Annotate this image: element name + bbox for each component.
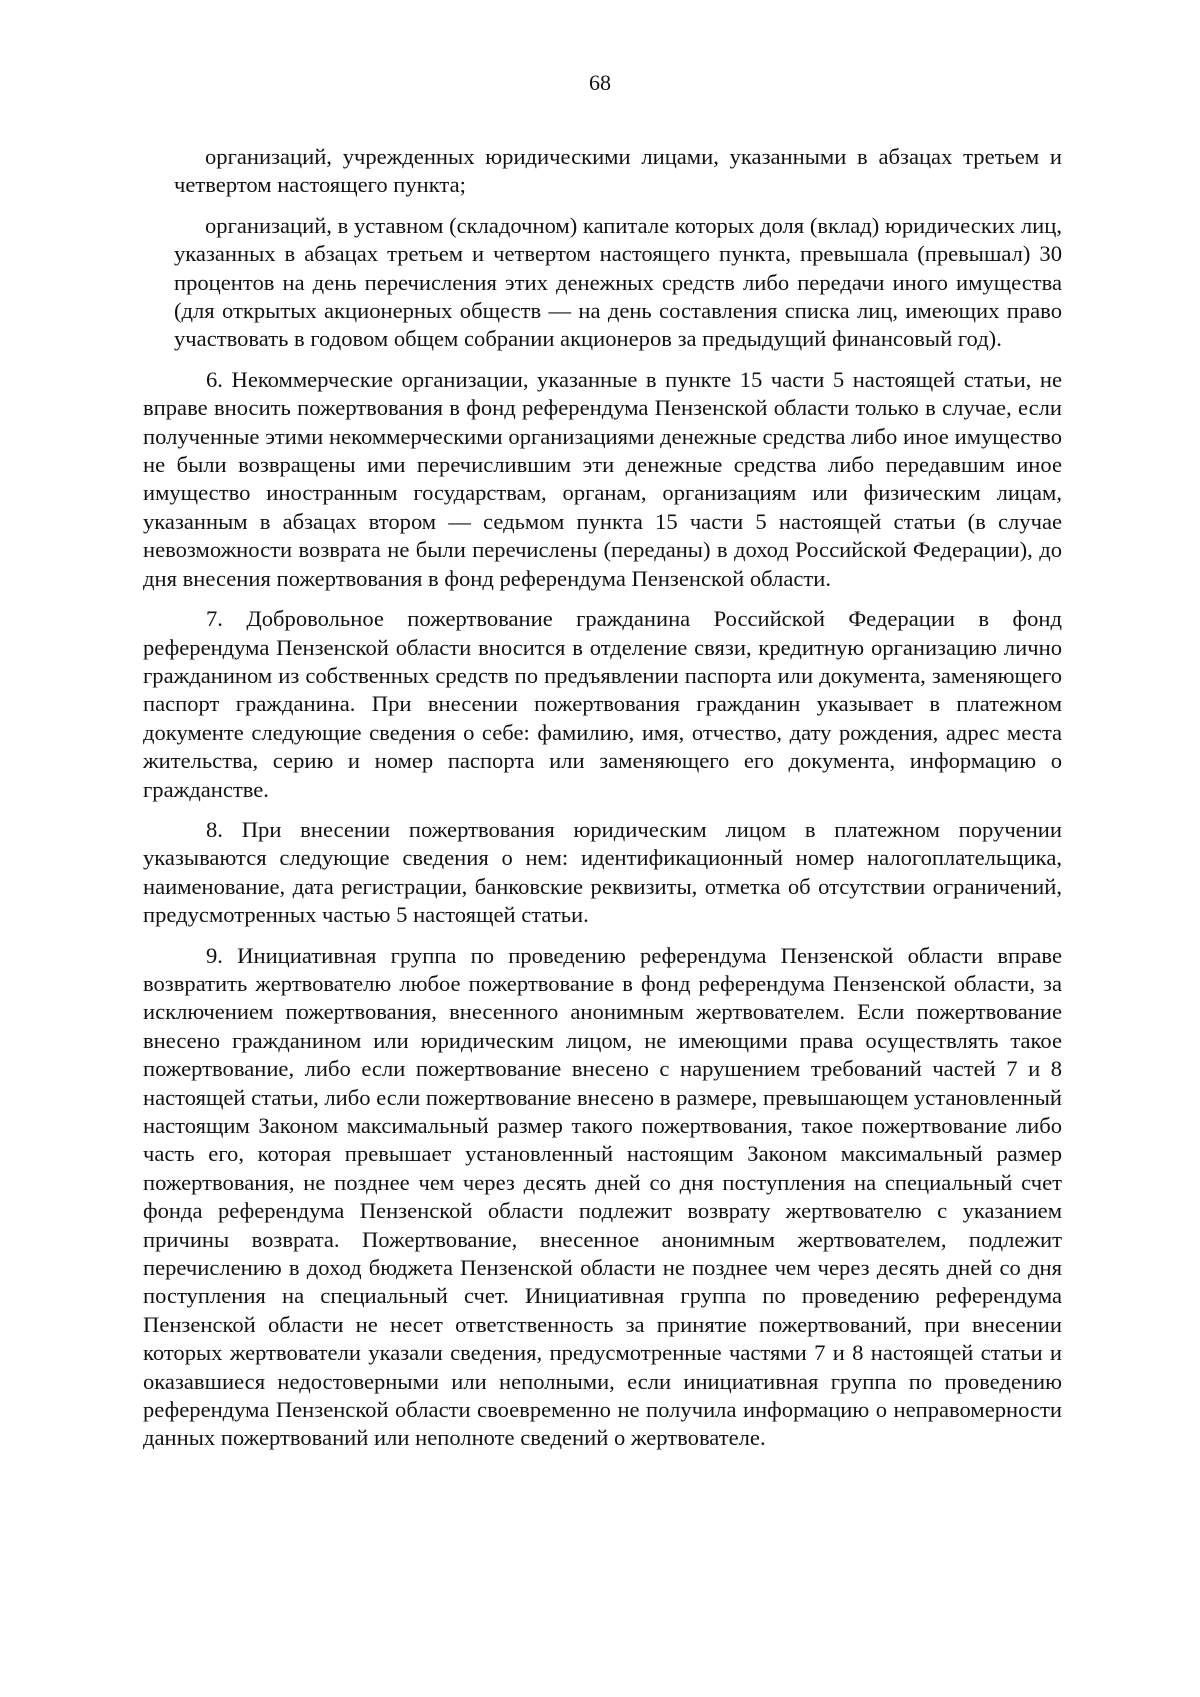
paragraph-item-6: 6. Некоммерческие организации, указанные в пункте 15 части 5 настоящей статьи, не вправе вносить пожертвования в фонд референдума Пензенской области только в случае, если полученные этими некоммерческими организациями денежные средства либо иное имущество не были возвращены ими перечислившим эти денежные средства либо передавшим иное имущество иностранным государствам, органам, организациям или физическим лицам, указанным в абзацах втором — седьмом пункта 15 части 5 настоящей статьи (в случае невозможности возврата не были перечислены (переданы) в доход Российской Федерации), до дня внесения пожертвования в фонд референдума Пензенской области. [143, 366, 1062, 591]
paragraph-item-8: 8. При внесении пожертвования юридическим лицом в платежном поручении указываются следующие сведения о нем: идентификационный номер налогоплательщика, наименование, дата регистрации, банковские реквизиты, отметка об отсутствии ограничений, предусмотренных частью 5 настоящей статьи. [143, 816, 1062, 928]
page-number: 68 [589, 70, 611, 95]
document-body [143, 143, 1062, 1465]
paragraph-capital-share-organizations: организаций, в уставном (складочном) капитале которых доля (вклад) юридических лиц, указанных в абзацах третьем и четвертом настоящего пункта, превышала (превышал) 30 процентов на день перечисления этих денежных средств либо передачи иного имущества (для открытых акционерных обществ — на день составления списка лиц, имеющих право участвовать в годовом общем собрании акционеров за предыдущий финансовый год). [174, 212, 1062, 352]
paragraph-item-9: 9. Инициативная группа по проведению референдума Пензенской области вправе возвратить жертвователю любое пожертвование в фонд референдума Пензенской области, за исключением пожертвования, внесенного анонимным жертвователем. Если пожертвование внесено гражданином или юридическим лицом, не имеющими права осуществлять такое пожертвование, либо если пожертвование внесено с нарушением требований частей 7 и 8 настоящей статьи, либо если пожертвование внесено в размере, превышающем установленный настоящим Законом максимальный размер такого пожертвования, такое пожертвование либо часть его, которая превышает установленный настоящим Законом максимальный размер пожертвования, не позднее чем через десять дней со дня поступления на специальный счет фонда референдума Пензенской области подлежит возврату жертвователю с указанием причины возврата. Пожертвование, внесенное анонимным жертвователем, подлежит перечислению в доход бюджета Пензенской области не позднее чем через десять дней со дня поступления на специальный счет. Инициативная группа по проведению референдума Пензенской области не несет ответственность за принятие пожертвований, при внесении которых жертвователи указали сведения, предусмотренные частями 7 и 8 настоящей статьи и оказавшиеся недостоверными или неполными, если инициативная группа по проведению референдума Пензенской области своевременно не получила информацию о неправомерности данных пожертвований или неполноте сведений о жертвователе. [143, 942, 1062, 1451]
paragraph-item-7: 7. Добровольное пожертвование гражданина Российской Федерации в фонд референдума Пензенской области вносится в отделение связи, кредитную организацию лично гражданином из собственных средств по предъявлении паспорта или документа, заменяющего паспорт гражданина. При внесении пожертвования гражданин указывает в платежном документе следующие сведения о себе: фамилию, имя, отчество, дату рождения, адрес места жительства, серию и номер паспорта или заменяющего его документа, информацию о гражданстве. [143, 606, 1062, 802]
paragraph-founded-organizations: организаций, учрежденных юридическими лицами, указанными в абзацах третьем и четвертом настоящего пункта; [174, 144, 1062, 198]
